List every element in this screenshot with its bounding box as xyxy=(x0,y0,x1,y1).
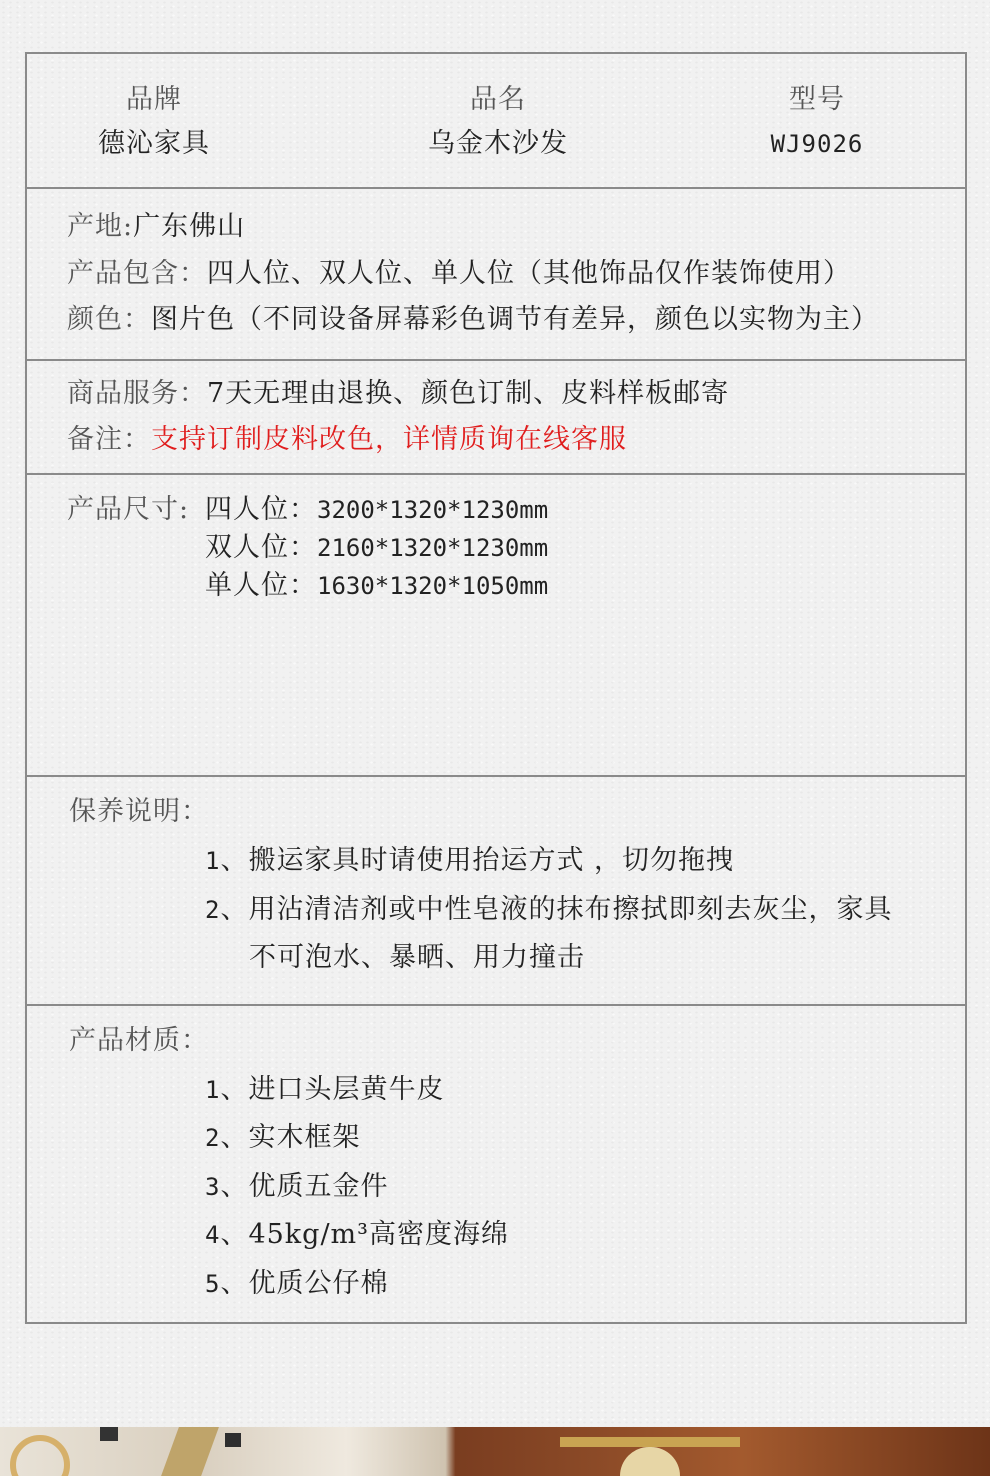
origin-row xyxy=(27,187,965,359)
chandelier-arm xyxy=(560,1437,740,1447)
contents-label: 产品包含： xyxy=(67,258,207,289)
brand-label: 品牌 xyxy=(126,84,182,115)
service-line xyxy=(67,374,729,414)
size-item xyxy=(205,490,548,530)
ceiling-light xyxy=(225,1433,241,1447)
size-item xyxy=(205,528,548,568)
size-item-dims: 3200*1320*1230mm xyxy=(317,496,549,524)
material-item-text: 、进口头层黄牛皮 xyxy=(220,1074,445,1105)
care-item-number: 2 xyxy=(205,896,221,924)
material-item xyxy=(205,1167,388,1207)
care-item xyxy=(205,890,892,930)
chandelier-body xyxy=(620,1447,680,1476)
product-name-column xyxy=(348,78,648,166)
care-row xyxy=(27,775,965,1004)
service-row xyxy=(27,359,965,473)
service-label: 商品服务： xyxy=(67,378,207,409)
material-item-text: 、优质公仔棉 xyxy=(220,1268,389,1299)
size-row xyxy=(27,473,965,775)
material-item-text: 、45kg/m³高密度海绵 xyxy=(220,1219,509,1250)
material-item-number: 5 xyxy=(205,1270,221,1298)
material-item xyxy=(205,1118,360,1158)
material-title: 产品材质： xyxy=(69,1025,209,1056)
model-column xyxy=(667,78,967,166)
care-item-number: 1 xyxy=(205,847,221,875)
size-item-dims: 1630*1320*1050mm xyxy=(317,572,549,600)
material-item-number: 4 xyxy=(205,1221,221,1249)
contents-line xyxy=(67,254,851,294)
material-item xyxy=(205,1264,388,1304)
product-name-value: 乌金木沙发 xyxy=(428,128,568,159)
size-item-name: 四人位： xyxy=(205,494,317,525)
size-item-dims: 2160*1320*1230mm xyxy=(317,534,549,562)
material-item-number: 2 xyxy=(205,1124,221,1152)
material-item-number: 1 xyxy=(205,1076,221,1104)
brand-column xyxy=(4,78,304,166)
material-item xyxy=(205,1215,509,1255)
gold-ring-decor xyxy=(10,1435,70,1476)
material-item xyxy=(205,1070,444,1110)
note-label: 备注： xyxy=(67,424,151,455)
size-item-name: 单人位： xyxy=(205,570,317,601)
brand-value: 德沁家具 xyxy=(98,128,210,159)
ceiling-light xyxy=(100,1427,118,1441)
model-value: WJ9026 xyxy=(770,130,864,158)
product-spec-table xyxy=(25,52,967,1324)
model-label: 型号 xyxy=(789,84,845,115)
material-item-text: 、实木框架 xyxy=(220,1122,361,1153)
origin-value: 广东佛山 xyxy=(133,211,246,242)
color-label: 颜色： xyxy=(67,304,151,335)
care-item-continuation xyxy=(249,938,585,978)
note-value: 支持订制皮料改色，详情质询在线客服 xyxy=(151,424,627,455)
material-item-text: 、优质五金件 xyxy=(220,1171,389,1202)
product-name-label: 品名 xyxy=(470,84,526,115)
service-value: 7天无理由退换、颜色订制、皮料样板邮寄 xyxy=(207,378,730,409)
material-item-number: 3 xyxy=(205,1173,221,1201)
size-item-name: 双人位： xyxy=(205,532,317,563)
material-row xyxy=(27,1004,965,1322)
care-item-text: 不可泡水、暴晒、用力撞击 xyxy=(249,942,585,973)
color-value: 图片色（不同设备屏幕彩色调节有差异，颜色以实物为主） xyxy=(151,304,879,335)
interior-photo-strip xyxy=(0,1427,990,1476)
contents-value: 四人位、双人位、单人位（其他饰品仅作装饰使用） xyxy=(207,258,851,289)
care-item xyxy=(205,841,734,881)
care-title: 保养说明： xyxy=(69,796,209,827)
gold-panel-decor xyxy=(161,1427,219,1476)
color-line xyxy=(67,300,879,340)
note-line xyxy=(67,420,627,460)
care-item-text: 、搬运家具时请使用抬运方式 ，切勿拖拽 xyxy=(220,845,735,876)
care-item-text: 、用沾清洁剂或中性皂液的抹布擦拭即刻去灰尘，家具 xyxy=(220,894,893,925)
header-row xyxy=(27,54,965,187)
size-label: 产品尺寸: xyxy=(67,494,190,525)
origin-line xyxy=(67,207,245,247)
size-item xyxy=(205,566,548,606)
origin-label: 产地: xyxy=(67,211,134,242)
